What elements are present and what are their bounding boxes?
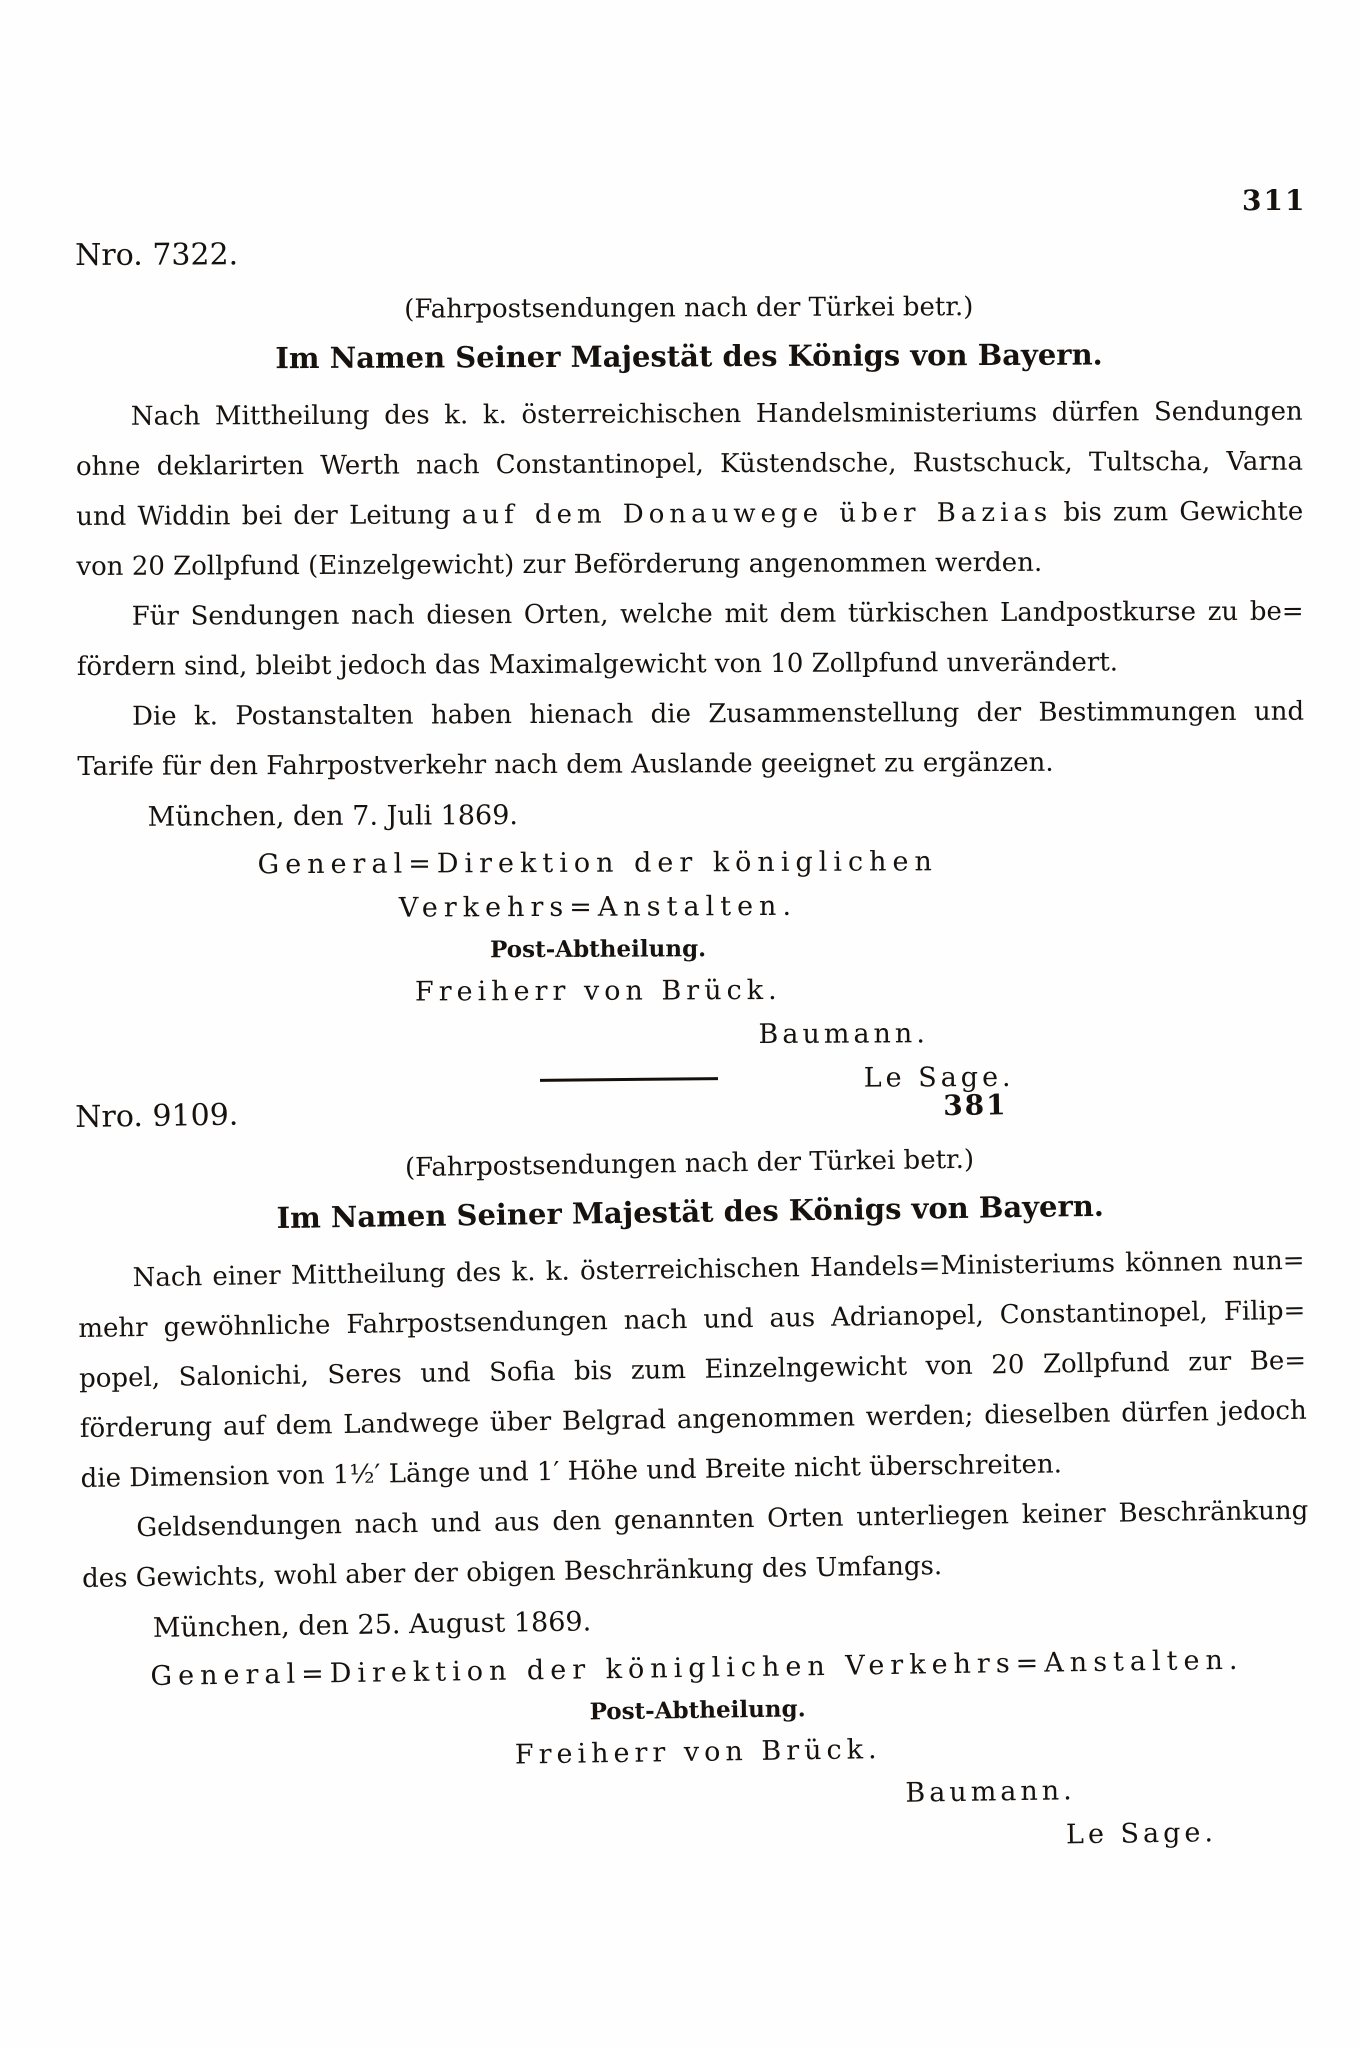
page-number-381: 381 [942, 1088, 1008, 1123]
notice-number: Nro. 9109. [75, 1097, 239, 1135]
body-text [76, 387, 1305, 792]
text-line [76, 387, 1303, 442]
subject-line: (Fahrpostsendungen nach der Türkei betr.) [404, 1144, 975, 1184]
dateline: München, den 7. Juli 1869. [147, 800, 518, 833]
text-line [77, 637, 1304, 692]
body-text [77, 1236, 1309, 1604]
signature-org: General=Direktion der königlichen Verkehrs=Anstalten. [257, 846, 938, 924]
royal-heading: Im Namen Seiner Majestät des Königs von Bayern. [275, 337, 1103, 376]
text-run: Nach Mittheilung des k. k. österreichischen Handelsministeriums dürfen Sendungen [130, 396, 1303, 432]
text-run: mehr gewöhnliche Fahrpostsendungen nach und aus Adrianopel, Constantinopel, Filip= [78, 1295, 1306, 1344]
dateline: München, den 25. August 1869. [152, 1606, 592, 1644]
text-run: von 20 Zollpfund (Einzelgewicht) zur Beförderung angenommen werden. [76, 547, 1043, 582]
signature-name-2: Le Sage. [863, 1061, 1015, 1094]
signature-name-1: Baumann. [905, 1775, 1076, 1809]
text-line [77, 587, 1304, 642]
signature-name-1: Baumann. [758, 1018, 929, 1051]
subject-line: (Fahrpostsendungen nach der Türkei betr.) [404, 292, 974, 325]
text-line [77, 687, 1304, 742]
signature-head: Freiherr von Brück. [414, 974, 782, 1008]
notice-7322 [75, 233, 1306, 1104]
letterspaced-text: auf dem Donauwege über Bazias [461, 497, 1053, 531]
text-run: förderung auf dem Landwege über Belgrad angenommen werden; dieselben dürfen jedoch [79, 1395, 1307, 1444]
text-run: Nach einer Mittheilung des k. k. österreichischen Handels=Ministeriums können nun= [132, 1245, 1305, 1294]
signature-head: Freiherr von Brück. [514, 1734, 882, 1771]
text-run: Tarife für den Fahrpostverkehr nach dem Auslande geeignet zu ergänzen. [77, 747, 1054, 782]
page-number: 311 [1242, 184, 1307, 217]
signature-center [78, 839, 1119, 1016]
text-run: fördern sind, bleibt jedoch das Maximalgewicht von 10 Zollpfund unverändert. [76, 647, 1119, 682]
signature-name-2: Le Sage. [1065, 1817, 1218, 1851]
text-run: des Gewichts, wohl aber der obigen Beschränkung des Umfangs. [81, 1551, 943, 1594]
notice-9109 [75, 1082, 1313, 1872]
text-run: Die k. Postanstalten haben hienach die Zusammenstellung der Bestimmungen und [132, 696, 1305, 732]
text-run: ohne deklarirten Werth nach Constantinopel, Küstendsche, Rustschuck, Tultscha, Varna [75, 446, 1304, 482]
royal-heading: Im Namen Seiner Majestät des Königs von Bayern. [276, 1188, 1105, 1236]
notice-number-row [75, 233, 1302, 282]
text-run: die Dimension von 1½′ Länge und 1′ Höhe und Breite nicht überschreiten. [80, 1449, 1063, 1494]
signature-block [78, 839, 1306, 1104]
signature-block [83, 1638, 1313, 1872]
signature-dept: Post-Abtheilung. [589, 1695, 806, 1726]
text-run: Geldsendungen nach und aus den genannten Orten unterliegen keiner Beschränkung [136, 1495, 1309, 1544]
text-line [76, 487, 1303, 542]
text-run: bis zum Gewichte [1052, 496, 1304, 528]
text-line [76, 537, 1303, 592]
text-line [76, 437, 1303, 492]
signature-org: General=Direktion der königlichen Verkehrs=Anstalten. [150, 1644, 1244, 1692]
text-run: popel, Salonichi, Seres und Sofia bis zum Einzelngewicht von 20 Zollpfund zur Be= [78, 1345, 1307, 1394]
text-run: und Widdin bei der Leitung [76, 500, 462, 532]
text-run: Für Sendungen nach diesen Orten, welche mit dem türkischen Landpostkurse zu be= [131, 596, 1304, 632]
signature-center [83, 1638, 1312, 1784]
signature-dept: Post-Abtheilung. [490, 935, 707, 964]
notice-number: Nro. 7322. [75, 237, 239, 273]
text-line [77, 737, 1304, 792]
